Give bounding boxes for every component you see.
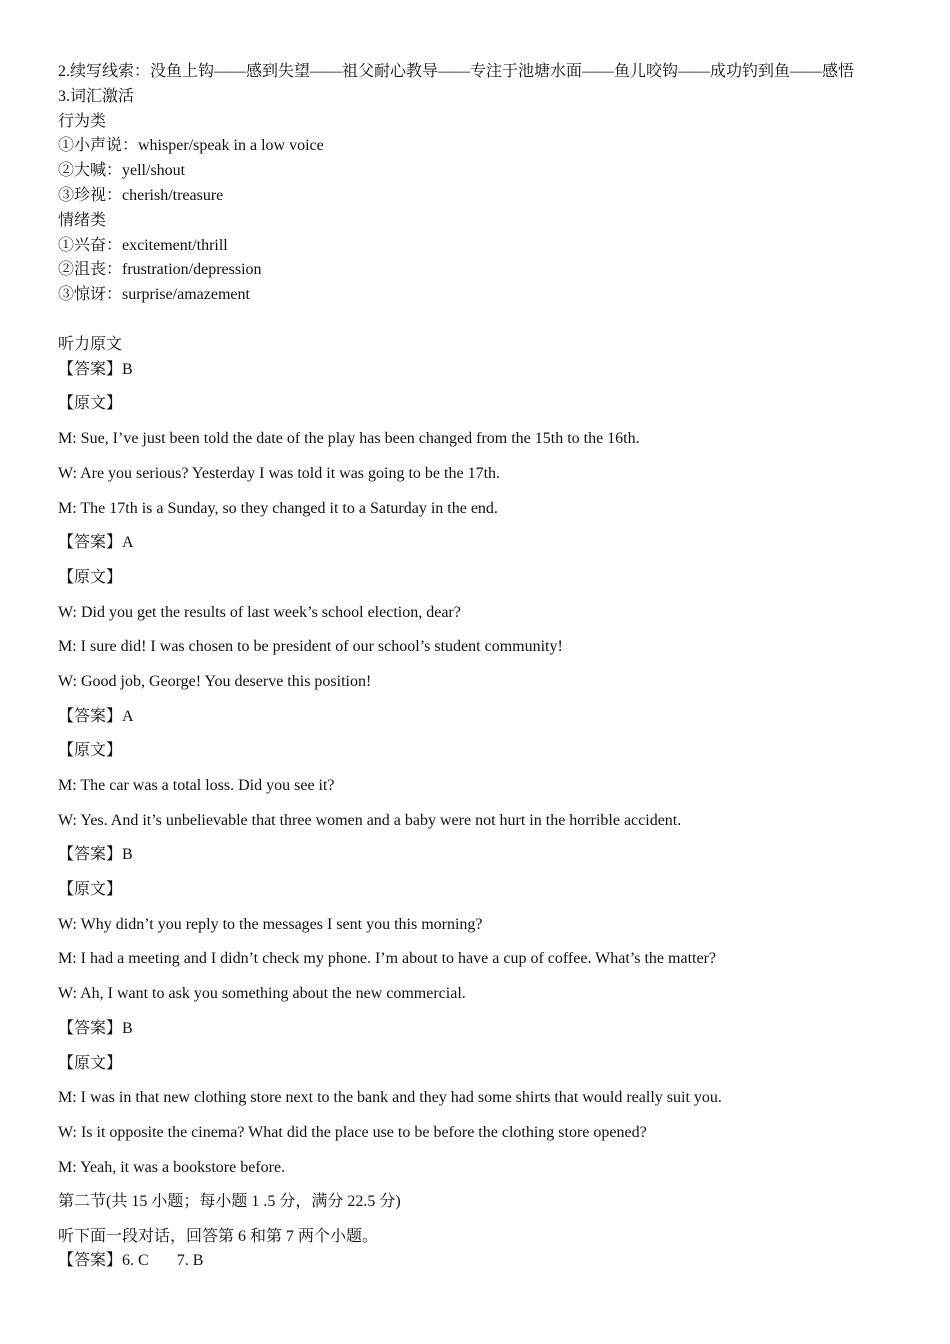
emotion-item: ①兴奋：excitement/thrill <box>58 236 228 254</box>
document-page <box>58 60 918 1274</box>
section-heading: 第二节(共 15 小题；每小题 1 .5 分，满分 22.5 分) <box>58 1193 401 1211</box>
continuation-clue: 2.续写线索：没鱼上钩——感到失望——祖父耐心教导——专注于池塘水面——鱼儿咬钩——成功钓到鱼——感悟 <box>58 63 855 80</box>
final-answer <box>58 1249 918 1274</box>
behavior-item: ③珍视：cherish/treasure <box>58 186 224 204</box>
source-label: 【原文】 <box>58 568 123 586</box>
dialogue-line: W: Why didn’t you reply to the messages I sent you this morning? <box>58 915 483 933</box>
answer-label: 【答案】B <box>58 846 133 864</box>
listening-title: 听力原文 <box>58 335 123 353</box>
answer-label: 【答案】B <box>58 1019 133 1037</box>
dialogue-line: W: Did you get the results of last week’s school election, dear? <box>58 603 461 621</box>
dialogue-line: W: Are you serious? Yesterday I was told it was going to be the 17th. <box>58 464 501 482</box>
behavior-item: ①小声说：whisper/speak in a low voice <box>58 137 324 155</box>
emotion-item: ③惊讶：surprise/amazement <box>58 286 250 304</box>
source-label: 【原文】 <box>58 881 123 899</box>
source-label: 【原文】 <box>58 742 123 760</box>
instruction-text: 听下面一段对话，回答第 6 和第 7 两个小题。 <box>58 1227 379 1245</box>
dialogue-line: M: The car was a total loss. Did you see it? <box>58 777 335 795</box>
dialogue-line: M: I was in that new clothing store next to the bank and they had some shirts that would really suit you. <box>58 1089 722 1107</box>
dialogue-line: M: I sure did! I was chosen to be president of our school’s student community! <box>58 638 563 656</box>
dialogue-line: W: Ah, I want to ask you something about the new commercial. <box>58 985 466 1003</box>
behavior-item: ②大喊：yell/shout <box>58 162 186 180</box>
spacer <box>58 308 918 333</box>
dialogue-line: M: The 17th is a Sunday, so they changed it to a Saturday in the end. <box>58 499 498 517</box>
final-answer-second: 7. B <box>176 1251 204 1269</box>
source-label: 【原文】 <box>58 1054 123 1072</box>
dialogue-line: W: Is it opposite the cinema? What did the place use to be before the clothing store opened? <box>58 1123 647 1141</box>
emotion-item: ②沮丧：frustration/depression <box>58 261 262 279</box>
emotion-heading: 情绪类 <box>58 211 107 229</box>
dialogue-line: W: Yes. And it’s unbelievable that three women and a baby were not hurt in the horrible accident. <box>58 811 682 829</box>
answer-label: 【答案】B <box>58 360 133 378</box>
answer-label: 【答案】A <box>58 534 134 552</box>
final-answer-first: 【答案】6. C <box>58 1251 149 1269</box>
vocab-heading: 3.词汇激活 <box>58 87 135 105</box>
answer-label: 【答案】A <box>58 707 134 725</box>
behavior-heading: 行为类 <box>58 112 107 130</box>
dialogue-line: M: Yeah, it was a bookstore before. <box>58 1158 286 1176</box>
dialogue-line: M: Sue, I’ve just been told the date of the play has been changed from the 15th to the 16th. <box>58 430 640 448</box>
dialogue-line: W: Good job, George! You deserve this position! <box>58 672 372 690</box>
source-label: 【原文】 <box>58 395 123 413</box>
dialogue-line: M: I had a meeting and I didn’t check my phone. I’m about to have a cup of coffee. What’s the matter? <box>58 950 716 968</box>
